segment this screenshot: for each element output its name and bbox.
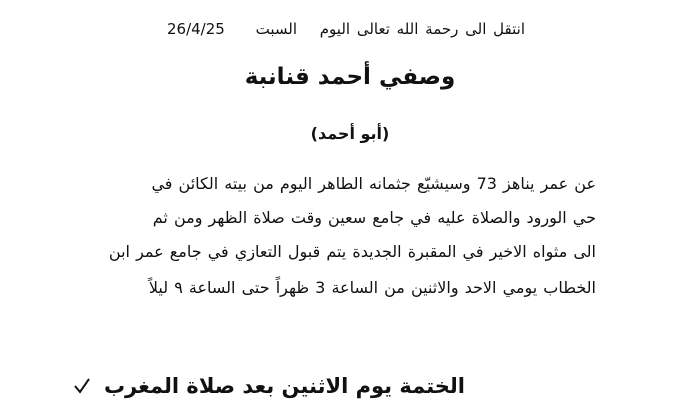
deceased-name: وصفي أحمد قنانبة	[244, 64, 456, 90]
announcement-date: 26/4/25	[167, 20, 225, 38]
announcement-intro: انتقل الى رحمة الله تعالى اليوم	[319, 20, 525, 38]
body-line-3: الى مثواه الاخير في المقبرة الجديدة يتم قبول التعازي في جامع عمر ابن	[108, 242, 596, 261]
khatma-notice	[72, 374, 465, 398]
khatma-text: الختمة يوم الاثنين بعد صلاة المغرب	[103, 374, 465, 398]
announcement-line	[167, 20, 525, 38]
announcement-day: السبت	[255, 20, 297, 38]
body-line-1: عن عمر يناهز 73 وسيشيّع جثمانه الطاهر اليوم من بيته الكائن في	[151, 174, 596, 193]
check-icon	[72, 376, 92, 396]
deceased-nickname: (أبو أحمد)	[310, 124, 390, 143]
body-line-2: حي الورود والصلاة عليه في جامع سعين وقت صلاة الظهر ومن ثم	[152, 208, 596, 227]
body-line-4: الخطاب يومي الاحد والاثنين من الساعة 3 ظهراً حتى الساعة ٩ ليلاً	[148, 278, 596, 297]
